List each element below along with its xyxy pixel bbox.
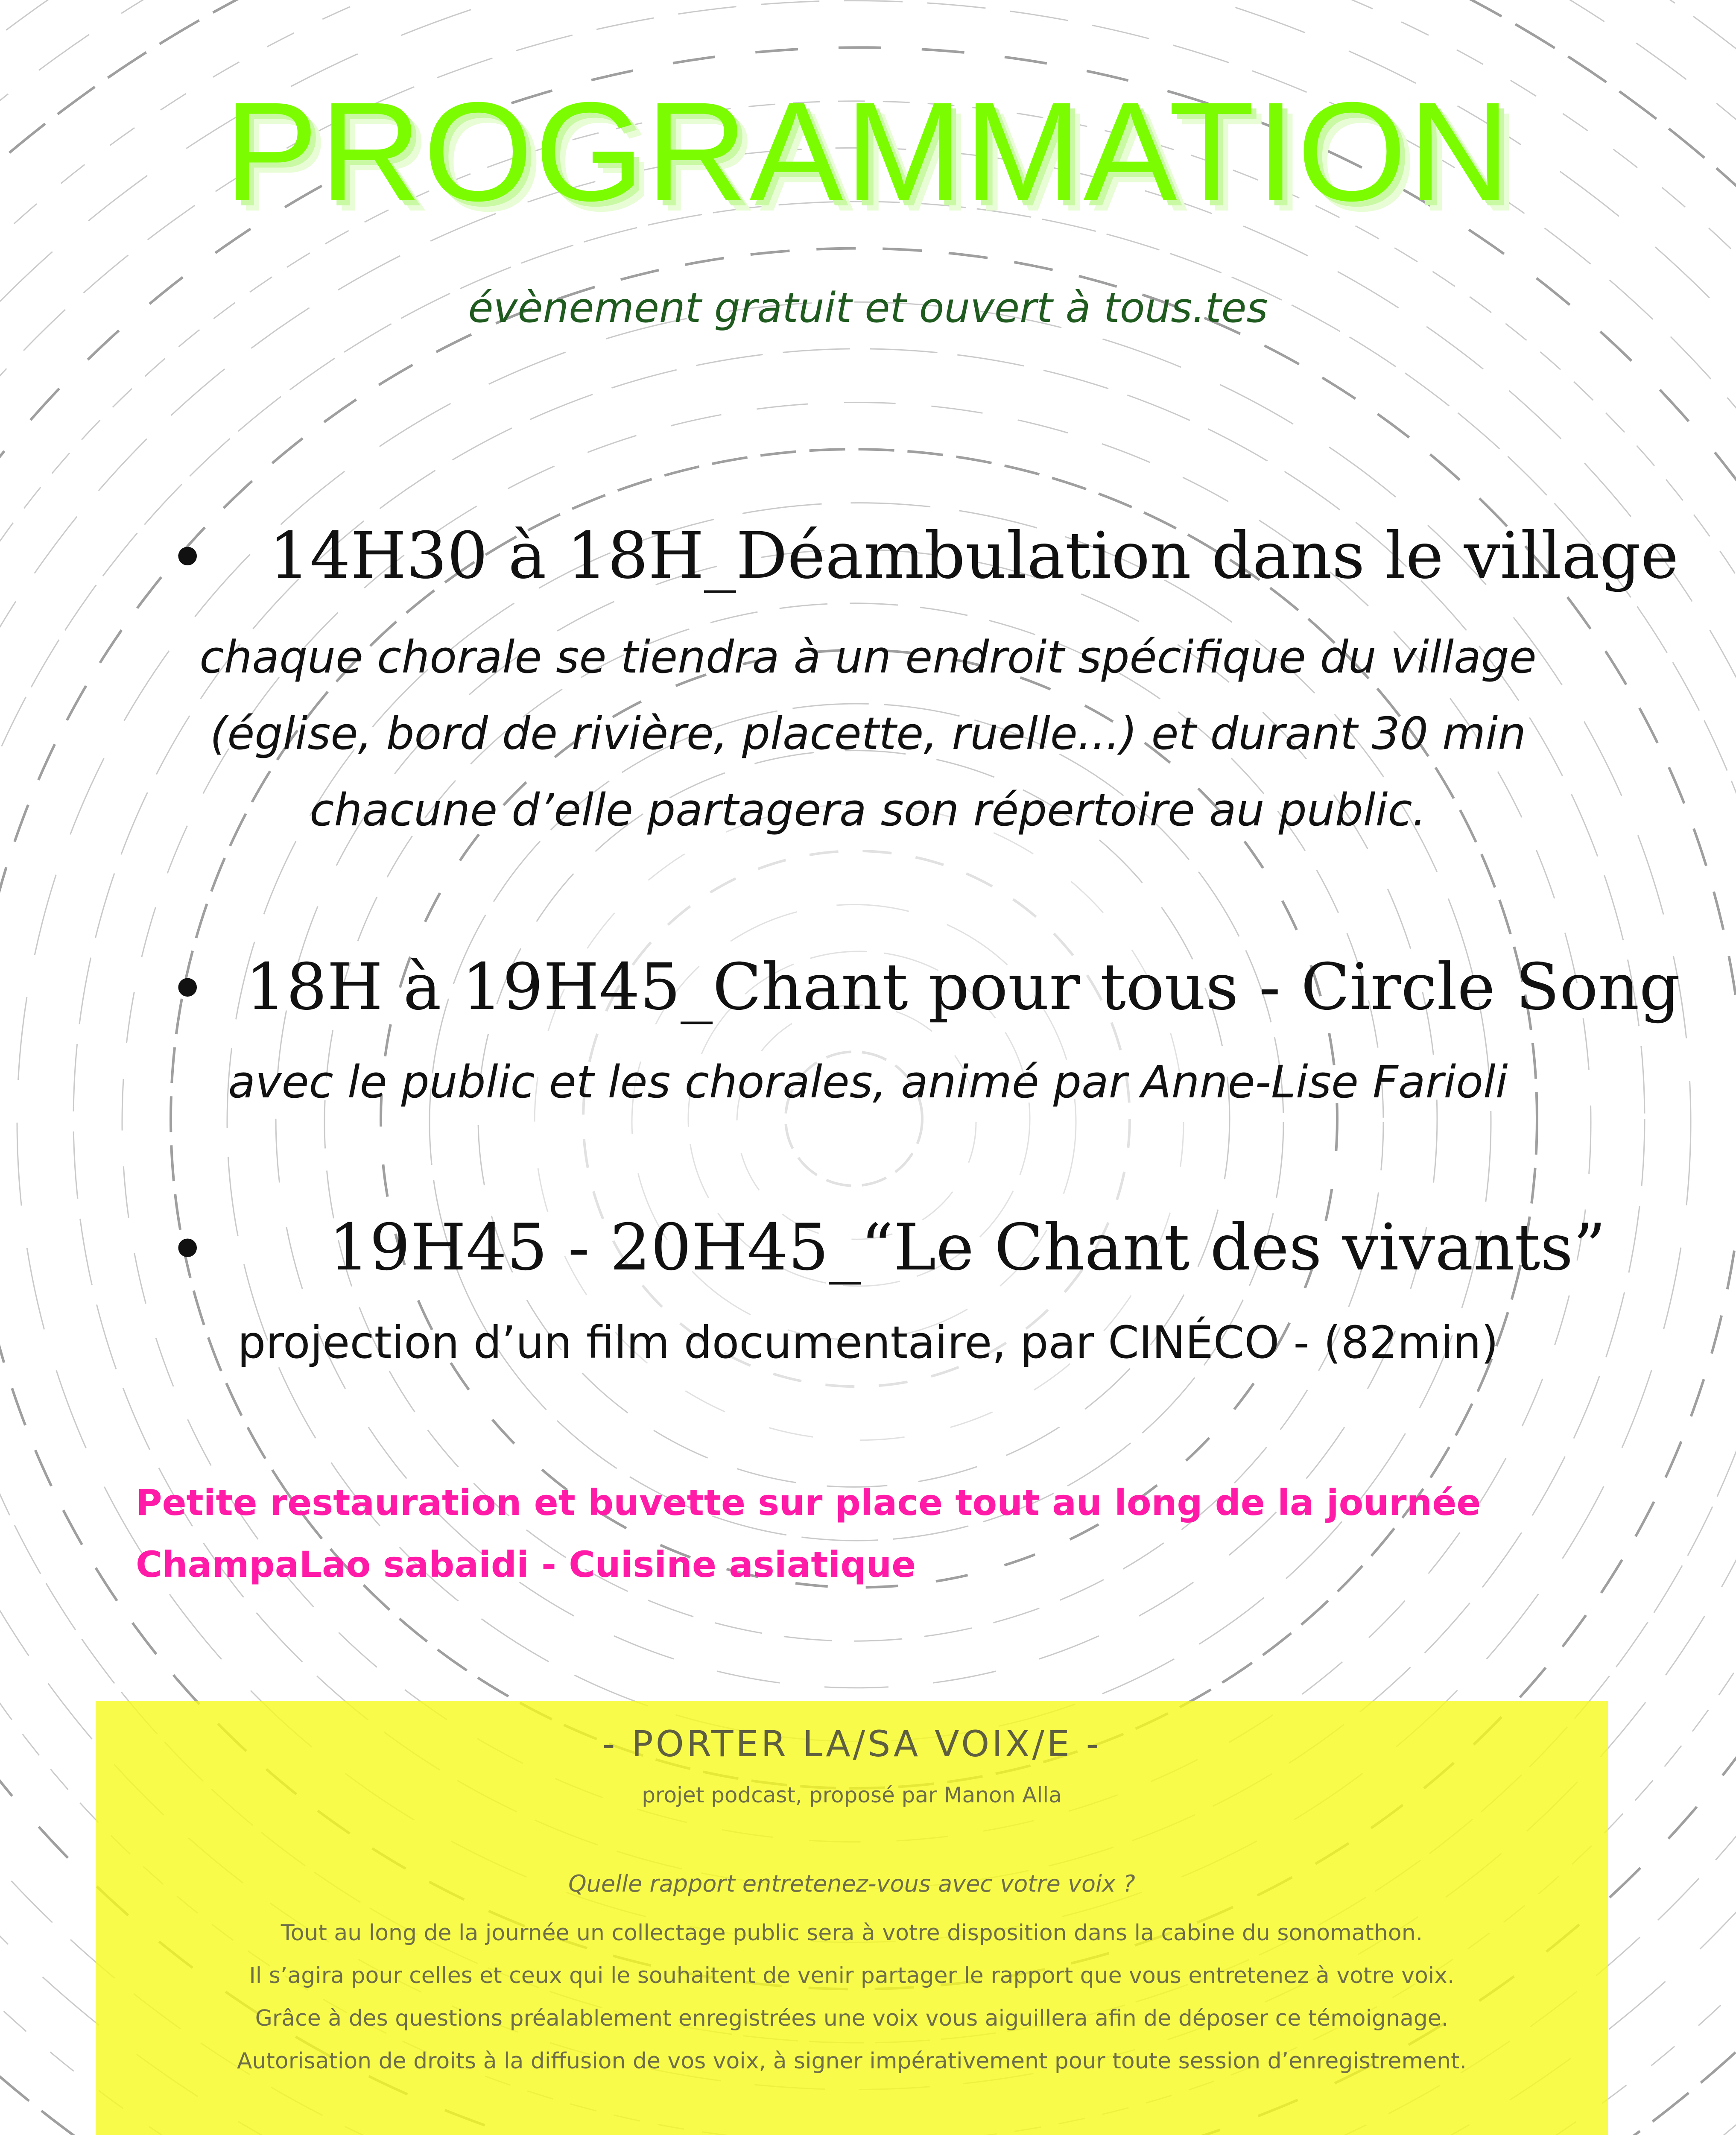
page-subtitle: évènement gratuit et ouvert à tous.tes bbox=[468, 284, 1268, 332]
ring-stroke bbox=[737, 1005, 976, 1240]
page-title: PROGRAMMATION bbox=[224, 73, 1512, 230]
bullet-icon: • bbox=[169, 1213, 207, 1287]
event-description-line: projection d’un film documentaire, par CINÉCO - (82min) bbox=[237, 1316, 1499, 1369]
ring-stroke bbox=[122, 402, 1591, 1842]
podcast-question: Quelle rapport entretenez-vous avec votre voix ? bbox=[568, 1870, 1135, 1897]
event-title: 14H30 à 18H_Déambulation dans le village bbox=[269, 519, 1679, 593]
event-description-line: (église, bord de rivière, placette, ruelle...) et durant 30 min bbox=[210, 707, 1526, 760]
event-description bbox=[0, 1044, 1736, 1120]
podcast-text-line: Il s’agira pour celles et ceux qui le souhaitent de venir partager le rapport que vous entretenez à votre voix. bbox=[249, 1963, 1455, 1989]
event-title: 18H à 19H45_Chant pour tous - Circle Song bbox=[245, 950, 1680, 1024]
bullet-icon: • bbox=[169, 521, 207, 595]
food-info: Petite restauration et buvette sur place tout au long de la journée bbox=[136, 1482, 1481, 1524]
podcast-subtitle: projet podcast, proposé par Manon Alla bbox=[642, 1783, 1062, 1807]
event-title: 19H45 - 20H45_“Le Chant des vivants” bbox=[329, 1211, 1606, 1285]
event-description-line: chaque chorale se tiendra à un endroit spécifique du village bbox=[199, 631, 1537, 683]
food-vendor: ChampaLao sabaidi - Cuisine asiatique bbox=[136, 1544, 916, 1585]
podcast-title: - PORTER LA/SA VOIX/E - bbox=[602, 1723, 1102, 1765]
event-description bbox=[0, 1304, 1736, 1381]
event-description bbox=[0, 619, 1736, 848]
podcast-text-line: Autorisation de droits à la diffusion de vos voix, à signer impérativement pour toute session d’enregistrement. bbox=[237, 2048, 1467, 2074]
event-description-line: chacune d’elle partagera son répertoire au public. bbox=[310, 784, 1426, 836]
event-description-line: avec le public et les chorales, animé par Anne-Lise Farioli bbox=[228, 1056, 1508, 1108]
podcast-text-line: Grâce à des questions préalablement enregistrées une voix vous aiguillera afin de déposer ce témoignage. bbox=[255, 2006, 1449, 2031]
bullet-icon: • bbox=[169, 952, 207, 1027]
podcast-text-line: Tout au long de la journée un collectage public sera à votre disposition dans la cabine du sonomathon. bbox=[281, 1920, 1423, 1946]
